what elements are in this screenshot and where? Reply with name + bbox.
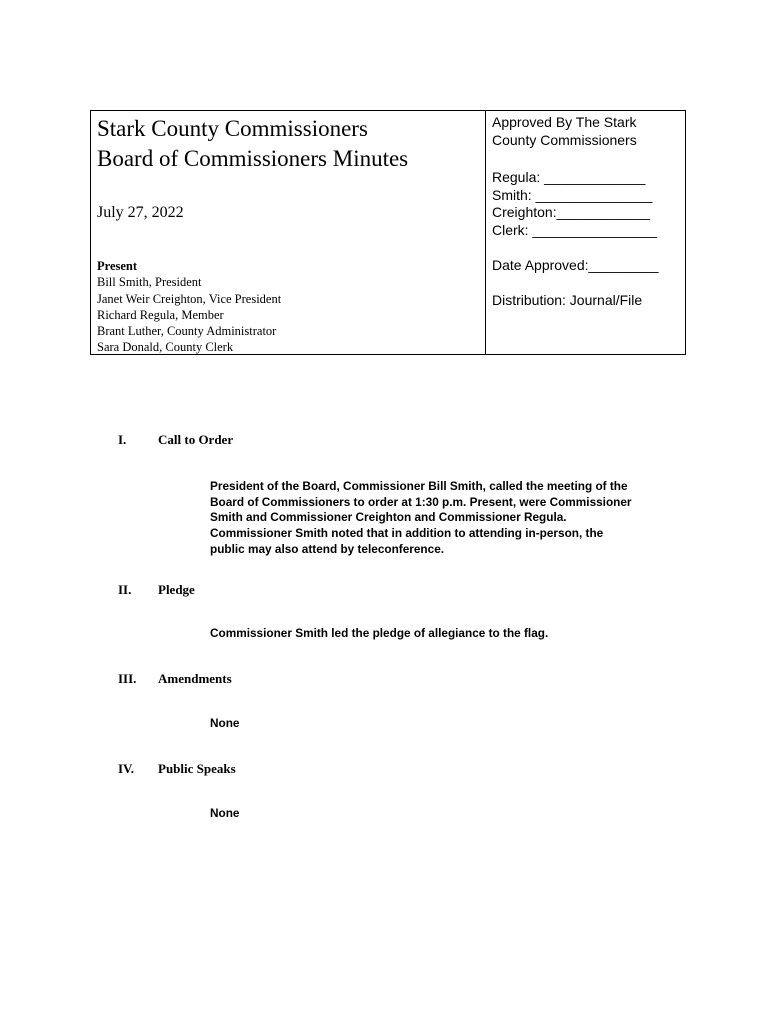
present-member: Brant Luther, County Administrator (97, 324, 277, 339)
present-member: Richard Regula, Member (97, 307, 224, 322)
regula-signature-line: Regula: _____________ (492, 169, 646, 185)
body-line: Board of Commissioners to order at 1:30 p.m. Present, were Commissioner (210, 494, 632, 509)
section-title-public-speaks: Public Speaks (158, 761, 236, 776)
section-number: II. (118, 582, 132, 597)
body-line: None (210, 806, 240, 820)
header-divider (485, 111, 486, 354)
body-line: Commissioner Smith noted that in addition to attending in-person, the (210, 526, 604, 541)
section-body-public-speaks (210, 806, 670, 822)
section-body-amendments (210, 716, 670, 732)
section-body-call-to-order (210, 479, 670, 558)
date-approved-line: Date Approved:_________ (492, 257, 659, 273)
body-line: President of the Board, Commissioner Bill Smith, called the meeting of the (210, 479, 628, 493)
section-number: IV. (118, 761, 135, 776)
present-list (97, 258, 281, 356)
section-title-pledge: Pledge (158, 582, 195, 597)
present-member: Sara Donald, County Clerk (97, 340, 234, 355)
body-line: None (210, 716, 240, 730)
section-number: III. (118, 671, 137, 686)
meeting-date: July 27, 2022 (97, 204, 184, 221)
present-heading: Present (97, 259, 138, 273)
header-table (90, 110, 686, 355)
body-line: public may also attend by teleconference. (210, 541, 445, 556)
present-member: Bill Smith, President (97, 275, 202, 290)
document-title-line-1: Stark County Commissioners (97, 116, 368, 141)
section-title-call-to-order: Call to Order (158, 432, 234, 447)
creighton-signature-line: Creighton:____________ (492, 204, 651, 220)
distribution-line: Distribution: Journal/File (492, 292, 643, 308)
section-number: I. (118, 432, 127, 447)
smith-signature-line: Smith: _______________ (492, 187, 653, 203)
approval-heading-line-1: Approved By The Stark (492, 114, 637, 130)
approval-heading-line-2: County Commissioners (492, 132, 637, 148)
clerk-signature-line: Clerk: ________________ (492, 222, 658, 238)
body-line: Commissioner Smith led the pledge of allegiance to the flag. (210, 626, 549, 640)
body-line: Smith and Commissioner Creighton and Commissioner Regula. (210, 510, 567, 525)
present-member: Janet Weir Creighton, Vice President (97, 291, 282, 306)
document-title-line-2: Board of Commissioners Minutes (97, 146, 409, 171)
section-title-amendments: Amendments (158, 671, 232, 686)
section-body-pledge (210, 626, 670, 642)
